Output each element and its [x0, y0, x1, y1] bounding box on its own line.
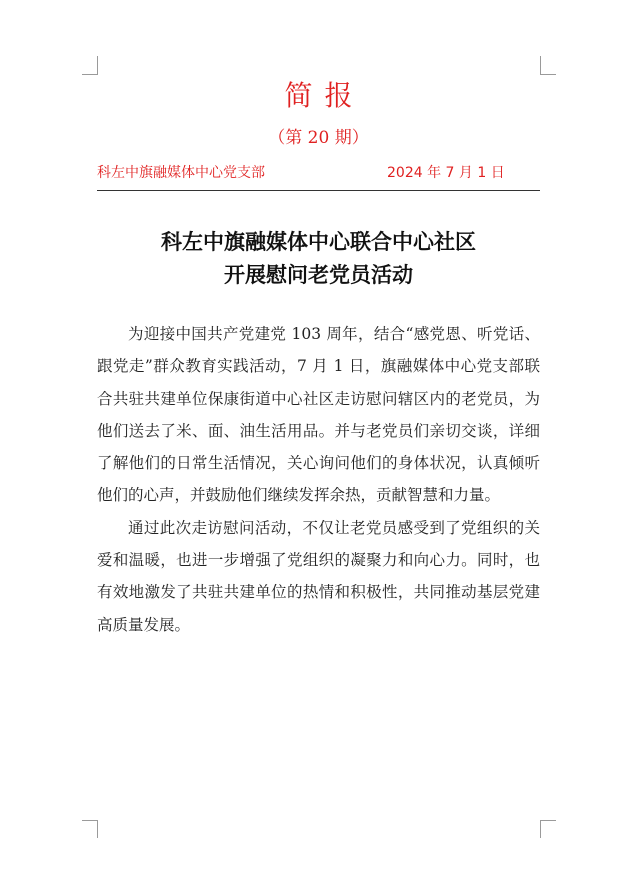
article-headline [60, 226, 577, 292]
issuer-name: 科左中旗融媒体中心党支部 [97, 165, 265, 181]
body-paragraph-2: 通过此次走访慰问活动，不仅让老党员感受到了党组织的关爱和温暖，也进一步增强了党组织的凝聚力和向心力。同时，也有效地激发了共驻共建单位的热情和积极性，共同推动基层党建高质量发展。 [97, 518, 540, 634]
issue-date: 2024 年 7 月 1 日 [387, 165, 505, 181]
bulletin-title: 简报 [284, 79, 365, 112]
crop-mark-bottom-right-h [540, 820, 556, 821]
crop-mark-top-left-h [82, 74, 98, 75]
crop-mark-bottom-left-h [82, 820, 98, 821]
crop-mark-top-right-h [540, 74, 556, 75]
headline-line-1: 科左中旗融媒体中心联合中心社区 [161, 230, 476, 254]
issue-number: （第 20 期） [268, 128, 369, 148]
crop-mark-bottom-right-v [540, 820, 541, 838]
header-divider [97, 190, 540, 191]
body-paragraph-1: 为迎接中国共产党建党 103 周年，结合“感党恩、听党话、跟党走”群众教育实践活动，7 月 1 日，旗融媒体中心党支部联合共驻共建单位保康街道中心社区走访慰问辖区内的老党员，为他们送去了米、面、油生活用品。并与老党员们亲切交谈，详细了解他们的日常生活情况，关心询问他们的身体状况，认真倾听他们的心声，并鼓励他们继续发挥余热，贡献智慧和力量。 [97, 325, 540, 505]
crop-mark-bottom-left-v [97, 820, 98, 838]
crop-mark-top-right-v [540, 56, 541, 74]
crop-mark-top-left-v [97, 56, 98, 74]
headline-line-2: 开展慰问老党员活动 [224, 263, 413, 287]
article-body [97, 318, 540, 641]
